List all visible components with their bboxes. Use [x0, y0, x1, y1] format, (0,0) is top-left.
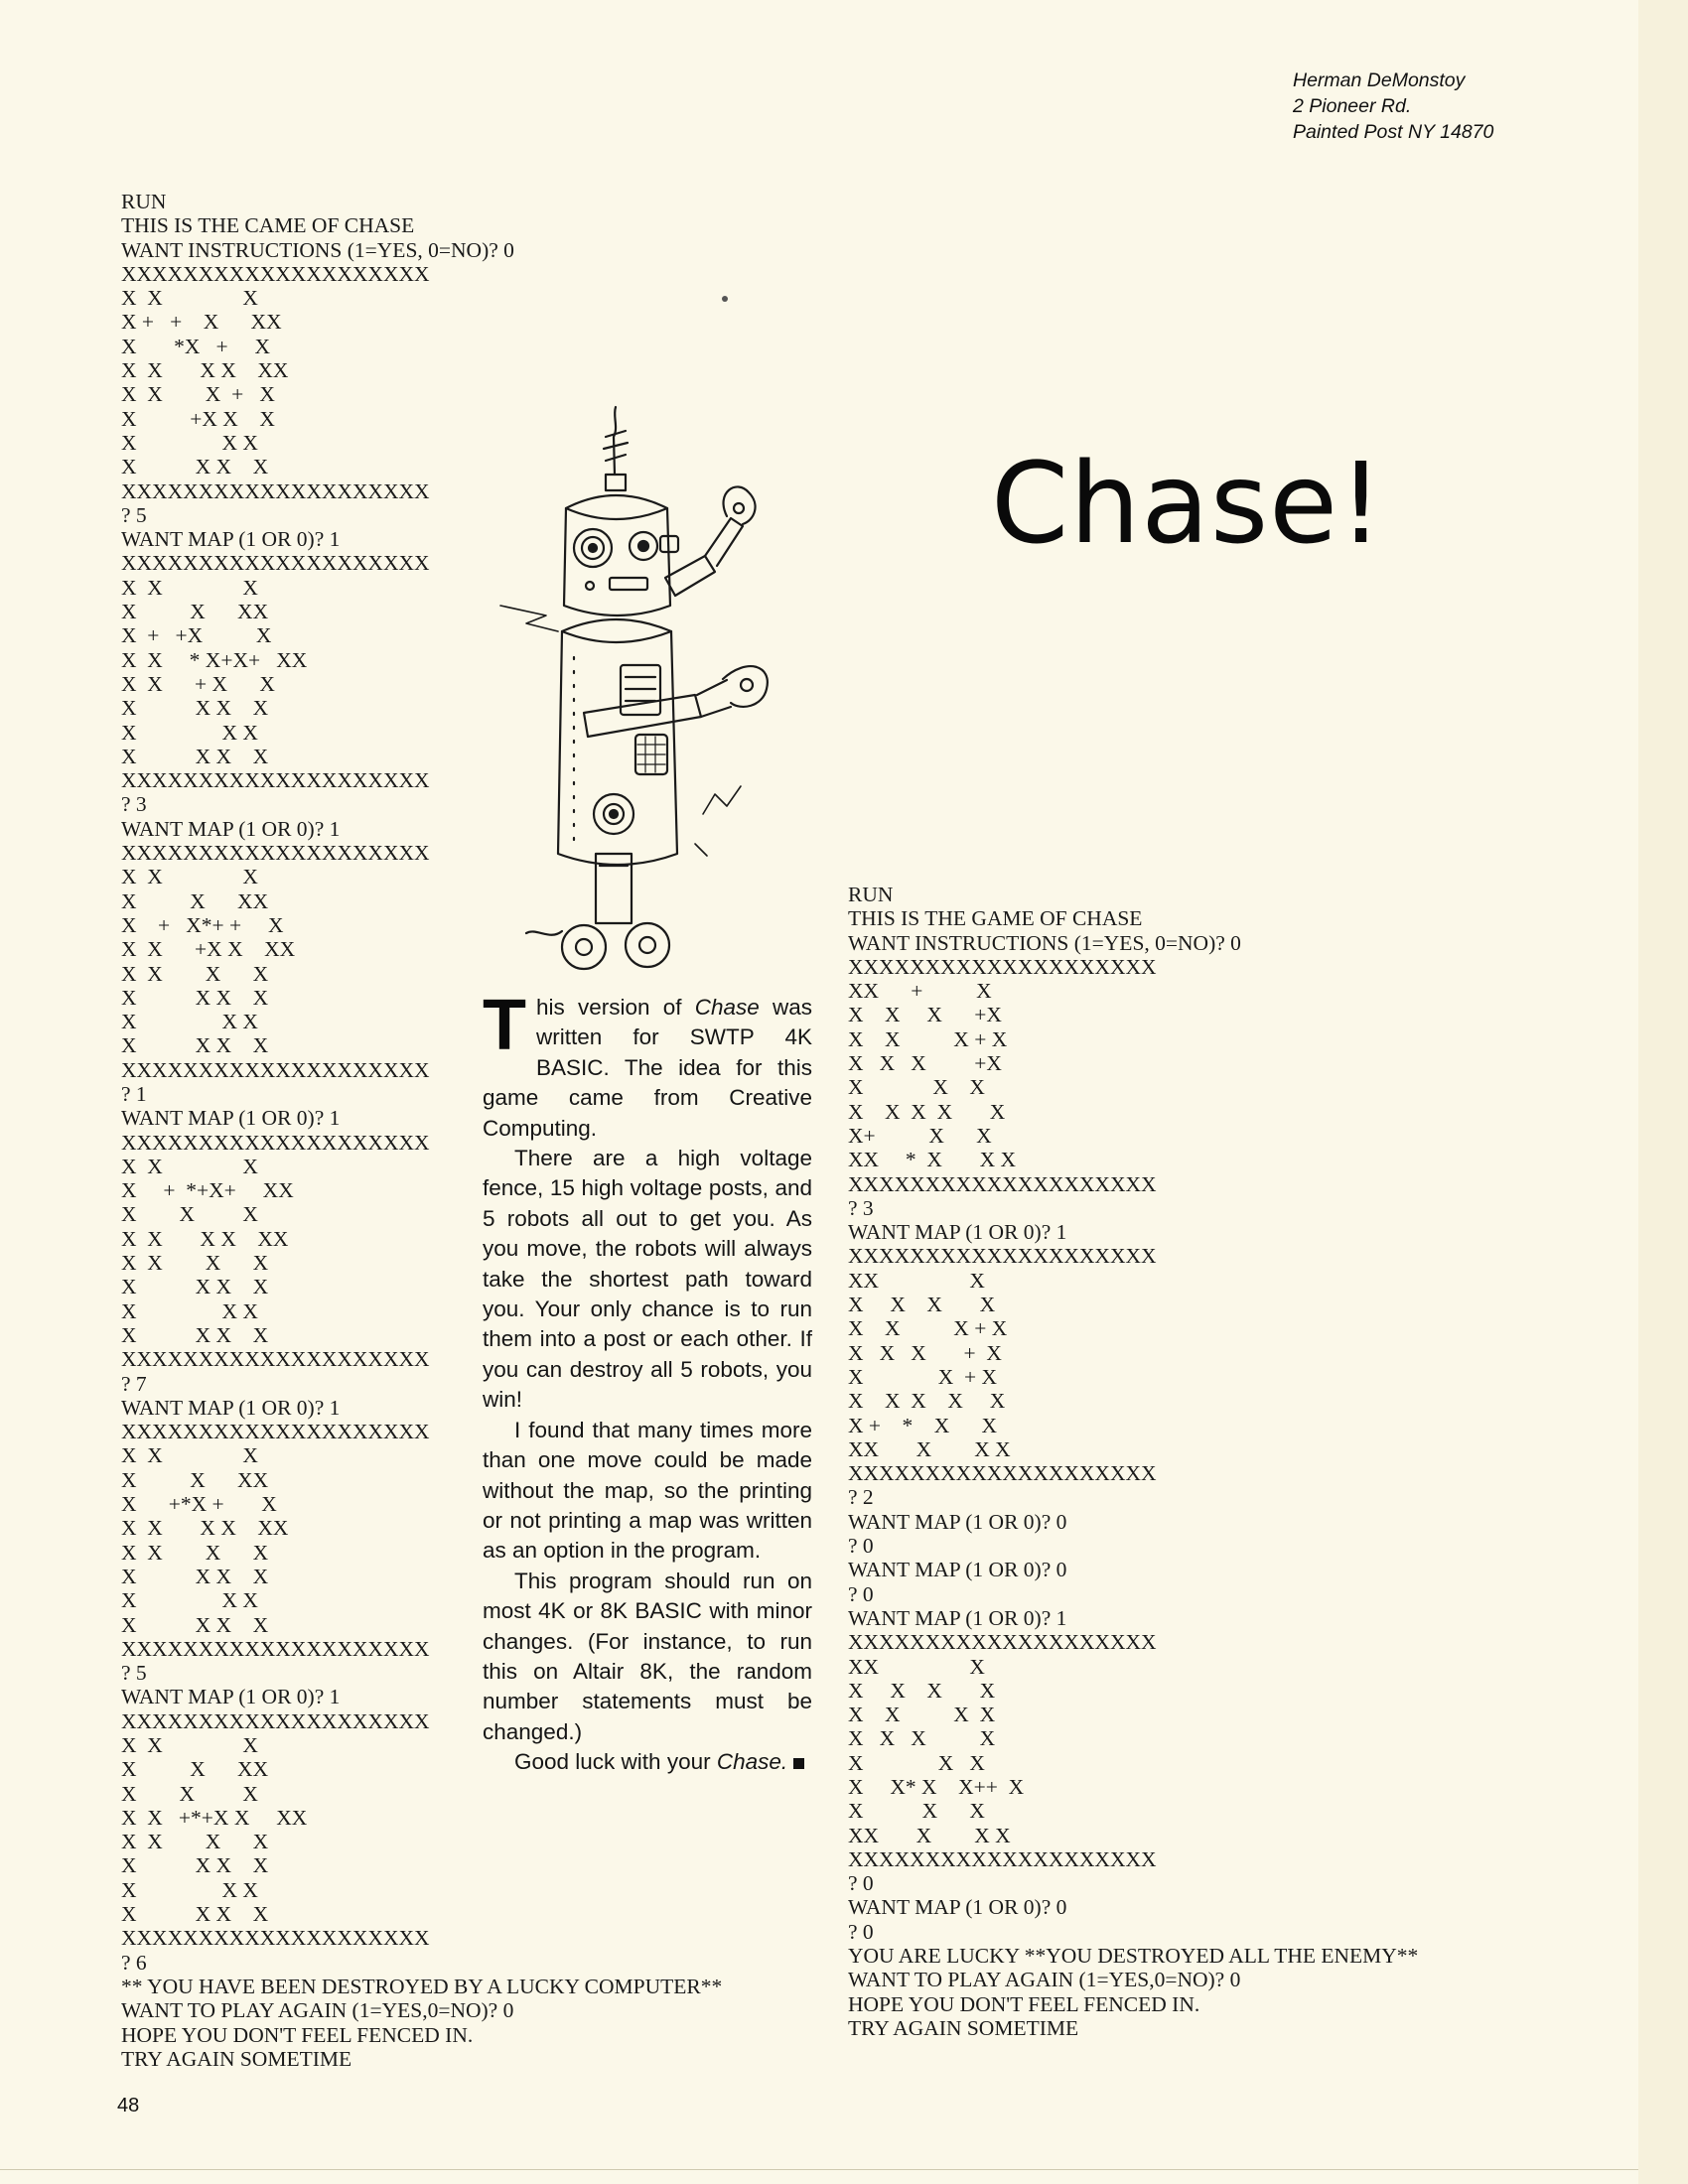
listing-left-line: X + *+X+ XX — [121, 1178, 294, 1203]
listing-left-line: X X X + X — [121, 382, 275, 407]
author-byline — [1293, 68, 1493, 145]
listing-right-line: ? 0 — [848, 1534, 874, 1559]
listing-left-line: X X X X XX — [121, 1516, 289, 1541]
listing-left-line: ? 5 — [121, 502, 147, 527]
robot-illustration — [467, 397, 824, 973]
listing-left-line: WANT INSTRUCTIONS (1=YES, 0=NO)? 0 — [121, 237, 514, 262]
listing-left-line: X X X X — [121, 1322, 269, 1347]
listing-right-line: WANT MAP (1 OR 0)? 0 — [848, 1509, 1067, 1534]
listing-left-line: XXXXXXXXXXXXXXXXXXXX — [121, 1708, 430, 1733]
listing-left-line: X X XX — [121, 600, 269, 624]
listing-left-line: XXXXXXXXXXXXXXXXXXXX — [121, 478, 430, 503]
listing-left-line: XXXXXXXXXXXXXXXXXXXX — [121, 1420, 430, 1444]
listing-right-line: WANT MAP (1 OR 0)? 1 — [848, 1605, 1067, 1630]
closing-text: Good luck with your — [514, 1749, 717, 1775]
listing-right-line: XX X X X — [848, 1436, 1011, 1461]
listing-left-line: XXXXXXXXXXXXXXXXXXXX — [121, 1926, 430, 1951]
listing-left-line: X X X X — [121, 1902, 269, 1927]
bottom-rule — [0, 2169, 1638, 2170]
intro-text-b: was written for SWTP 4K BASIC. The idea for this game came from Creative Computing. — [483, 995, 813, 1141]
listing-left-line: X + +X X — [121, 623, 272, 648]
program-run-listing-right — [848, 883, 1418, 2040]
listing-left-line: X X X X — [121, 1033, 269, 1058]
listing-left-line: WANT MAP (1 OR 0)? 1 — [121, 527, 341, 552]
listing-right-line: ? 0 — [848, 1871, 874, 1896]
listing-left-line: RUN — [121, 190, 167, 213]
listing-left-line: X +X X X — [121, 406, 275, 431]
listing-right-line: X X* X X++ X — [848, 1774, 1025, 1799]
listing-left-line: XXXXXXXXXXXXXXXXXXXX — [121, 1130, 430, 1155]
listing-right-line: X X + X — [848, 1364, 998, 1389]
author-name: Herman DeMonstoy — [1293, 69, 1466, 91]
listing-left-line: X X X — [121, 1588, 258, 1613]
listing-left-line: WANT MAP (1 OR 0)? 1 — [121, 816, 341, 841]
listing-right-line: XXXXXXXXXXXXXXXXXXXX — [848, 1630, 1157, 1655]
article-body — [483, 986, 813, 1778]
listing-left-line: ? 5 — [121, 1661, 147, 1686]
ink-speck — [722, 296, 728, 302]
intro-text-a: his version of — [535, 995, 695, 1020]
listing-right-line: WANT INSTRUCTIONS (1=YES, 0=NO)? 0 — [848, 930, 1241, 955]
listing-left-line: X X X — [121, 286, 258, 311]
listing-right-line: HOPE YOU DON'T FEEL FENCED IN. — [848, 1991, 1200, 2016]
listing-right-line: X X X +X — [848, 1003, 1002, 1027]
listing-right-line: X X X — [848, 1799, 985, 1824]
listing-left-line: X + + X XX — [121, 310, 282, 335]
listing-left-line: XXXXXXXXXXXXXXXXXXXX — [121, 551, 430, 576]
listing-left-line: HOPE YOU DON'T FEEL FENCED IN. — [121, 2022, 474, 2047]
listing-left-line: X X X — [121, 1443, 258, 1468]
listing-right-line: XXXXXXXXXXXXXXXXXXXX — [848, 1171, 1157, 1196]
listing-left-line: X X +*+X X XX — [121, 1805, 308, 1830]
listing-right-line: ? 2 — [848, 1485, 874, 1510]
listing-left-line: X X X X — [121, 1275, 269, 1299]
listing-left-line: THIS IS THE CAME OF CHASE — [121, 213, 415, 238]
listing-left-line: ? 1 — [121, 1081, 147, 1106]
listing-left-line: X X X X — [121, 985, 269, 1010]
listing-right-line: XXXXXXXXXXXXXXXXXXXX — [848, 1846, 1157, 1871]
listing-right-line: X X X — [848, 1075, 985, 1100]
listing-left-line: XXXXXXXXXXXXXXXXXXXX — [121, 1347, 430, 1372]
listing-right-line: X X X X X — [848, 1099, 1006, 1124]
article-paragraph-intro — [483, 986, 813, 1144]
listing-right-line: XXXXXXXXXXXXXXXXXXXX — [848, 954, 1157, 979]
listing-left-line: X X X X XX — [121, 1226, 289, 1251]
intro-italic-title: Chase — [694, 995, 760, 1020]
listing-right-line: X X X + X — [848, 1026, 1008, 1051]
listing-left-line: X X X — [121, 1010, 258, 1034]
listing-left-line: XXXXXXXXXXXXXXXXXXXX — [121, 261, 430, 286]
listing-left-line: ** YOU HAVE BEEN DESTROYED BY A LUCKY COMPUTER** — [121, 1974, 723, 1998]
listing-left-line: X X X — [121, 1877, 258, 1902]
listing-left-line: X X X — [121, 1202, 258, 1227]
listing-left-line: X X * X+X+ XX — [121, 647, 308, 672]
listing-left-line: X X X — [121, 1733, 258, 1757]
listing-right-line: XXXXXXXXXXXXXXXXXXXX — [848, 1461, 1157, 1486]
listing-left-line: X X X X — [121, 744, 269, 768]
listing-right-line: X X X X — [848, 1703, 996, 1727]
listing-left-line: X X + X X — [121, 671, 275, 696]
listing-left-line: X X X — [121, 1781, 258, 1806]
listing-left-line: X X X X — [121, 961, 269, 986]
listing-left-line: X X X X — [121, 1251, 269, 1276]
listing-left-line: X X X X — [121, 696, 269, 721]
listing-left-line: X X X — [121, 1298, 258, 1323]
listing-right-line: X X X + X — [848, 1316, 1008, 1341]
listing-left-line: WANT TO PLAY AGAIN (1=YES,0=NO)? 0 — [121, 1998, 514, 2023]
listing-left-line: X X X X — [121, 1830, 269, 1854]
listing-right-line: ? 0 — [848, 1919, 874, 1944]
listing-right-line: XX X X X — [848, 1823, 1011, 1847]
listing-left-line: X X XX — [121, 888, 269, 913]
listing-left-line: WANT MAP (1 OR 0)? 1 — [121, 1395, 341, 1420]
listing-right-line: X X X X — [848, 1293, 996, 1317]
listing-right-line: X X X X — [848, 1726, 996, 1751]
listing-left-line: X X X — [121, 1154, 258, 1178]
listing-left-line: X X XX — [121, 1467, 269, 1492]
listing-left-line: X X +X X XX — [121, 937, 296, 962]
listing-right-line: XX X — [848, 1268, 985, 1293]
listing-left-line: XXXXXXXXXXXXXXXXXXXX — [121, 768, 430, 793]
article-paragraph-closing — [483, 1747, 812, 1777]
article-paragraph-compatibility: This program should run on most 4K or 8K BASIC with minor changes. (For instance, to run this on Altair 8K, the random number statements must be changed.) — [483, 1568, 812, 1744]
listing-right-line: WANT MAP (1 OR 0)? 1 — [848, 1220, 1067, 1245]
listing-right-line: YOU ARE LUCKY **YOU DESTROYED ALL THE ENEMY** — [848, 1944, 1419, 1969]
listing-right-line: X X X X X — [848, 1389, 1006, 1414]
listing-left-line: XXXXXXXXXXXXXXXXXXXX — [121, 1636, 430, 1661]
listing-right-line: X X X X — [848, 1678, 996, 1703]
listing-left-line: X X X X — [121, 1540, 269, 1565]
drop-cap: T — [483, 986, 526, 1065]
listing-right-line: THIS IS THE GAME OF CHASE — [848, 906, 1143, 931]
listing-left-line: X X X X — [121, 1564, 269, 1588]
listing-left-line: X X X — [121, 720, 258, 745]
author-city: Painted Post NY 14870 — [1293, 121, 1494, 143]
listing-left-line: ? 6 — [121, 1950, 147, 1975]
listing-right-line: WANT MAP (1 OR 0)? 0 — [848, 1895, 1067, 1920]
listing-left-line: TRY AGAIN SOMETIME — [121, 2046, 352, 2071]
closing-italic-title: Chase. — [716, 1749, 788, 1775]
page-number: 48 — [117, 2095, 140, 2116]
listing-left-line: WANT MAP (1 OR 0)? 1 — [121, 1106, 341, 1131]
author-street: 2 Pioneer Rd. — [1293, 95, 1412, 117]
listing-left-line: X X X — [121, 865, 258, 889]
listing-right-line: XX + X — [848, 979, 992, 1004]
listing-right-line: XX * X X X — [848, 1148, 1017, 1172]
listing-right-line: WANT TO PLAY AGAIN (1=YES,0=NO)? 0 — [848, 1968, 1241, 1992]
end-of-article-mark — [793, 1758, 804, 1769]
listing-right-line: X+ X X — [848, 1123, 992, 1148]
listing-right-line: ? 0 — [848, 1581, 874, 1606]
listing-right-line: RUN — [848, 883, 894, 906]
listing-left-line: X X XX — [121, 1757, 269, 1782]
listing-left-line: WANT MAP (1 OR 0)? 1 — [121, 1685, 341, 1709]
article-title: Chase! — [991, 440, 1384, 569]
listing-right-line: TRY AGAIN SOMETIME — [848, 2015, 1079, 2040]
listing-right-line: X X X +X — [848, 1051, 1002, 1076]
listing-right-line: XXXXXXXXXXXXXXXXXXXX — [848, 1244, 1157, 1269]
listing-left-line: X X X X XX — [121, 358, 289, 383]
article-paragraph-rules: There are a high voltage fence, 15 high voltage posts, and 5 robots all out to get you. As you move, the robots will always take the shortest path toward you. Your only chance is to run them into a post or each other. If you can destroy all 5 robots, you win! — [483, 1146, 812, 1413]
listing-right-line: XX X — [848, 1654, 985, 1679]
listing-left-line: X X X — [121, 575, 258, 600]
listing-right-line: WANT MAP (1 OR 0)? 0 — [848, 1558, 1067, 1582]
listing-right-line: X + * X X — [848, 1413, 998, 1437]
listing-left-line: ? 7 — [121, 1371, 147, 1396]
article-paragraph-map-option: I found that many times more than one move could be made without the map, so the printing or not printing a map was written as an option in the program. — [483, 1417, 812, 1564]
listing-left-line: ? 3 — [121, 792, 147, 817]
listing-left-line: X X X X — [121, 1612, 269, 1637]
listing-left-line: XXXXXXXXXXXXXXXXXXXX — [121, 841, 430, 866]
listing-left-line: X X X X — [121, 455, 269, 479]
listing-left-line: X + X*+ + X — [121, 912, 284, 937]
listing-left-line: X *X + X — [121, 334, 271, 358]
listing-left-line: X X X — [121, 430, 258, 455]
listing-right-line: X X X + X — [848, 1340, 1002, 1365]
listing-left-line: X +*X + X — [121, 1492, 277, 1517]
listing-right-line: X X X — [848, 1750, 985, 1775]
listing-right-line: ? 3 — [848, 1195, 874, 1220]
listing-left-line: X X X X — [121, 1853, 269, 1878]
listing-left-line: XXXXXXXXXXXXXXXXXXXX — [121, 1057, 430, 1082]
